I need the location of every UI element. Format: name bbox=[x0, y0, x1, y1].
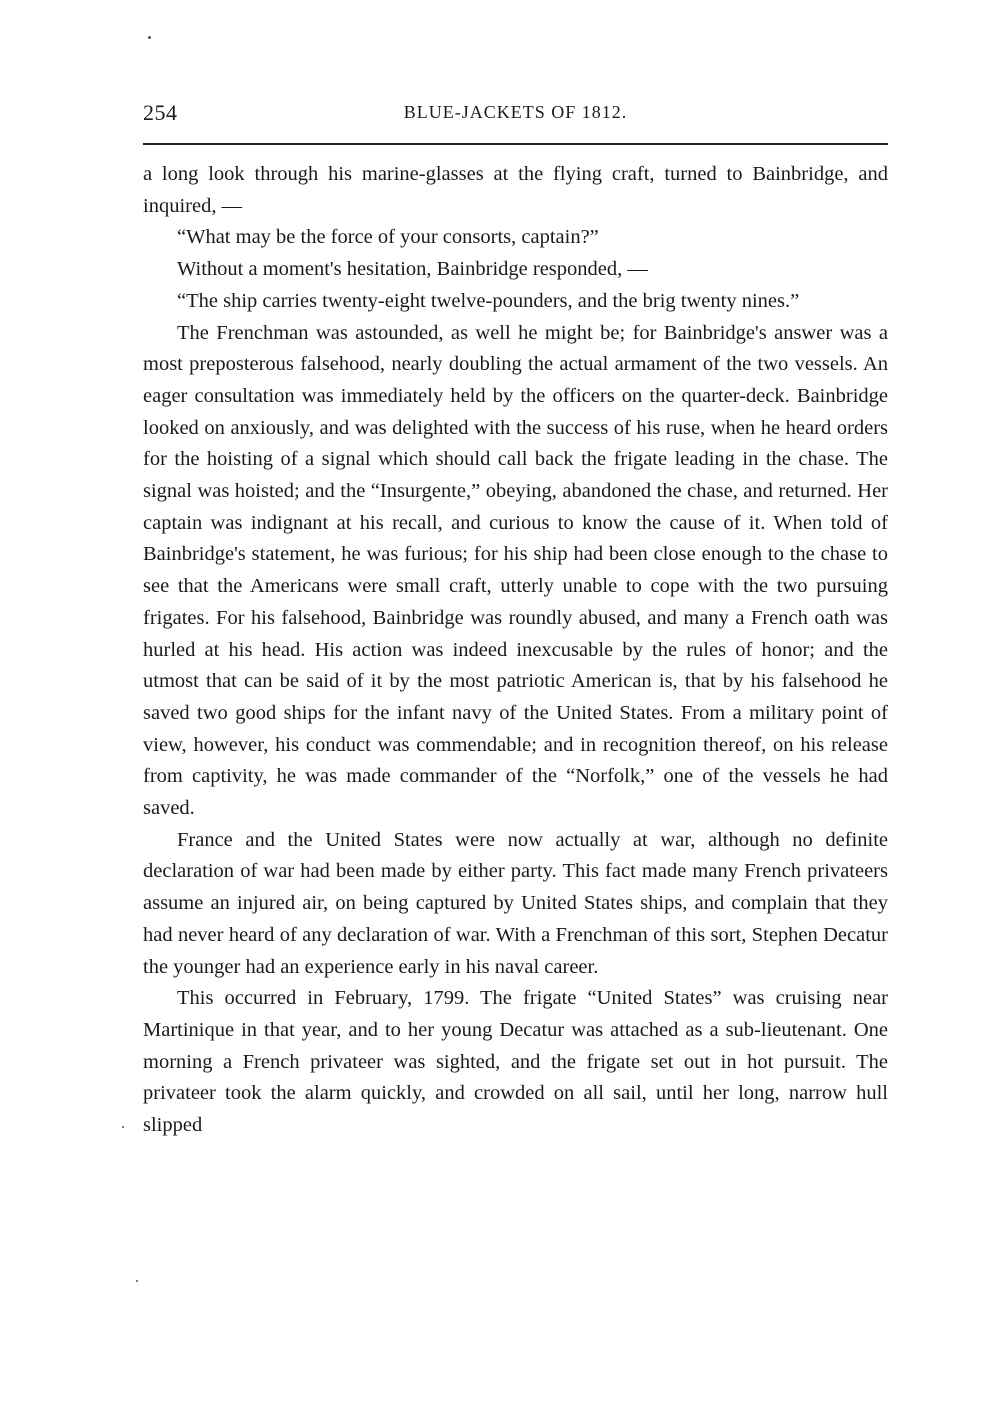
paragraph-february: This occurred in February, 1799. The frigate “United States” was cruising near Martinique in that year, and to her young Decatur was attached as a sub-lieutenant. One morning a French privateer was sighted, and the frigate set out in hot pursuit. The privateer took the alarm quickly, and crowded on all sail, until her long, narrow hull slipped bbox=[143, 987, 888, 1137]
page-number: 254 bbox=[143, 100, 178, 125]
paper-speck bbox=[122, 1126, 124, 1128]
paragraph-war: France and the United States were now actually at war, although no definite declaration of war had been made by either party. This fact made many French privateers assume an injured air, on being captured by United States ships, and complain that they had never heard of any declaration of war. With a Frenchman of this sort, Stephen Decatur the younger had an experience early in his naval career. bbox=[143, 828, 888, 978]
header-rule bbox=[143, 143, 888, 145]
paragraph-response: “The ship carries twenty-eight twelve-pounders, and the brig twenty nines.” bbox=[177, 289, 800, 312]
paper-speck bbox=[136, 1280, 138, 1282]
paper-speck bbox=[148, 36, 151, 39]
paragraph-response-intro: Without a moment's hesitation, Bainbridge responded, — bbox=[177, 258, 648, 281]
paragraph-frenchman: The Frenchman was astounded, as well he might be; for Bainbridge's answer was a most preposterous falsehood, nearly doubling the actual armament of the two vessels. An eager consultation was immediately held by the officers on the quarter-deck. Bainbridge looked on anxiously, and was delighted with the success of his ruse, when he heard orders for the hoisting of a signal which should call back the frigate leading in the chase. The signal was hoisted; and the “Insurgente,” obeying, abandoned the chase, and returned. Her captain was indignant at his recall, and curious to know the cause of it. When told of Bainbridge's statement, he was furious; for his ship had been close enough to the chase to see that the Americans were small craft, utterly unable to cope with the two pursuing frigates. For his falsehood, Bainbridge was roundly abused, and many a French oath was hurled at his head. His action was indeed inexcusable by the rules of honor; and the utmost that can be said of it by the most patriotic American is, that by his falsehood he saved two good ships for the infant navy of the United States. From a military point of view, however, his conduct was commendable; and in recognition thereof, on his release from captivity, he was made commander of the “Norfolk,” one of the vessels he had saved. bbox=[143, 321, 888, 820]
paragraph-continuation: a long look through his marine-glasses at the flying craft, turned to Bainbridge, and inquired, — bbox=[143, 163, 888, 217]
paragraph-question: “What may be the force of your consorts, captain?” bbox=[177, 226, 599, 249]
page-header bbox=[143, 100, 888, 140]
body-text bbox=[143, 159, 888, 1142]
running-title: BLUE-JACKETS OF 1812. bbox=[403, 102, 628, 122]
